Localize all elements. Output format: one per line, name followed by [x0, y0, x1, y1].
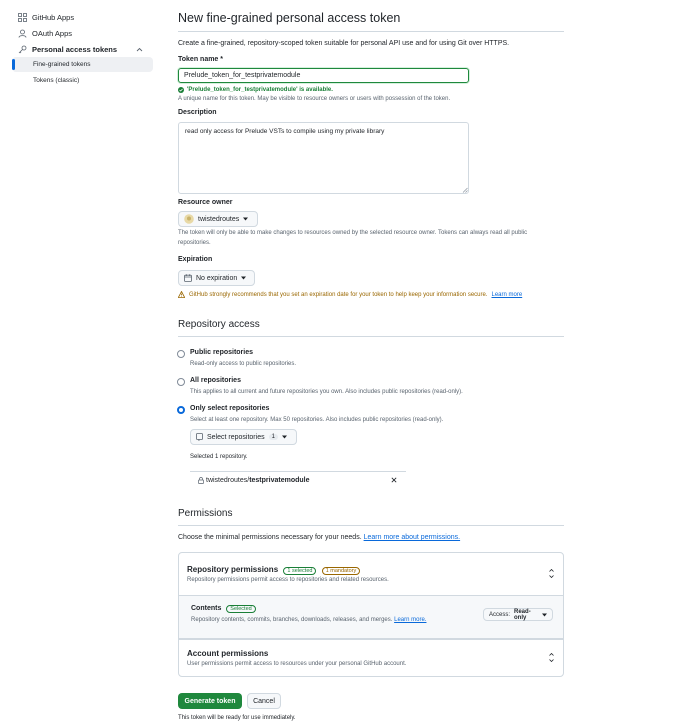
alert-icon	[178, 291, 185, 298]
contents-desc	[191, 617, 426, 623]
permissions-panel	[178, 552, 564, 677]
divider	[178, 336, 564, 337]
remove-repository-icon[interactable]	[391, 477, 397, 483]
triangle-down-icon	[241, 276, 246, 280]
settings-sidebar	[0, 0, 160, 726]
avatar	[184, 214, 194, 224]
permissions-intro	[178, 534, 460, 541]
unfold-icon[interactable]	[549, 653, 554, 662]
repository-access-heading: Repository access	[178, 319, 260, 330]
divider	[178, 525, 564, 526]
public-repositories-radio[interactable]	[177, 350, 185, 358]
page-title: New fine-grained personal access token	[178, 11, 401, 25]
sidebar-item-personal-access-tokens[interactable]	[18, 42, 155, 56]
public-repositories-desc: Read-only access to public repositories.	[190, 361, 297, 367]
cancel-button[interactable]: Cancel	[247, 693, 281, 709]
apps-grid-icon	[18, 13, 27, 22]
sidebar-item-fine-grained-tokens[interactable]	[12, 57, 153, 72]
all-repositories-radio[interactable]	[177, 378, 185, 386]
expiration-dropdown[interactable]	[178, 270, 255, 286]
unfold-icon[interactable]	[549, 569, 554, 578]
key-icon	[18, 45, 27, 54]
sidebar-item-label: Fine-grained tokens	[33, 61, 91, 68]
contents-title: Contents	[191, 605, 222, 612]
generate-token-button[interactable]: Generate token	[178, 693, 242, 709]
account-permissions-desc: User permissions permit access to resources under your personal GitHub account.	[187, 661, 407, 667]
divider	[178, 31, 564, 32]
sidebar-item-label: Personal access tokens	[32, 44, 118, 54]
public-repositories-label[interactable]: Public repositories	[190, 349, 254, 356]
sidebar-item-label: GitHub Apps	[32, 12, 75, 22]
repository-permissions-desc: Repository permissions permit access to repositories and related resources.	[187, 577, 389, 583]
lock-icon	[198, 477, 204, 484]
contents-learn-more-link[interactable]: Learn more.	[394, 617, 427, 623]
name-available-text: 'Prelude_token_for_testprivatemodule' is available.	[187, 87, 333, 93]
all-repositories-label[interactable]: All repositories	[190, 377, 241, 384]
person-icon	[18, 29, 27, 38]
expiration-warning	[178, 291, 522, 298]
only-select-repositories-radio[interactable]	[177, 406, 185, 414]
chevron-up-icon[interactable]	[136, 46, 143, 53]
permissions-intro-text: Choose the minimal permissions necessary for your needs.	[178, 534, 362, 541]
token-name-label: Token name *	[178, 56, 223, 63]
selected-repository-row	[190, 471, 406, 488]
expiration-label: Expiration	[178, 256, 213, 263]
sidebar-item-label: Tokens (classic)	[33, 77, 80, 84]
page-intro: Create a fine-grained, repository-scoped token suitable for personal API use and for using Git over HTTPS.	[178, 40, 510, 47]
repo-icon	[196, 433, 203, 441]
select-repositories-label: Select repositories	[207, 433, 265, 441]
ready-note: This token will be ready for use immediately.	[178, 715, 296, 721]
permissions-heading: Permissions	[178, 508, 233, 519]
mandatory-count-pill: 1 mandatory	[322, 567, 361, 575]
contents-permission-row	[179, 595, 563, 639]
triangle-down-icon	[282, 435, 287, 439]
resource-owner-dropdown[interactable]	[178, 211, 258, 227]
repository-name: testprivatemodule	[249, 476, 310, 484]
token-name-hint: A unique name for this token. May be visible to resource owners or users with possession of the token.	[178, 96, 451, 102]
token-name-input[interactable]: Prelude_token_for_testprivatemodule	[178, 68, 469, 83]
only-select-repositories-desc: Select at least one repository. Max 50 repositories. Also includes public repositories (read-only).	[190, 417, 444, 423]
access-level-dropdown[interactable]	[483, 608, 553, 621]
account-permissions-title[interactable]: Account permissions	[187, 649, 269, 658]
name-available-message	[178, 87, 333, 93]
contents-desc-text: Repository contents, commits, branches, downloads, releases, and merges.	[191, 617, 393, 623]
selected-count-pill: 1 selected	[283, 567, 316, 575]
calendar-icon	[184, 274, 192, 282]
select-repositories-dropdown[interactable]	[190, 429, 297, 445]
only-select-repositories-label[interactable]: Only select repositories	[190, 405, 270, 412]
access-label: Access:	[489, 611, 511, 618]
contents-selected-pill: Selected	[226, 605, 255, 613]
resource-owner-label: Resource owner	[178, 199, 233, 206]
sidebar-item-oauth-apps[interactable]	[18, 26, 72, 40]
triangle-down-icon	[542, 613, 547, 617]
resource-owner-value: twistedroutes	[198, 215, 240, 223]
repository-permissions-header[interactable]	[187, 565, 360, 575]
check-circle-icon	[178, 87, 184, 93]
access-value: Read-only	[514, 608, 531, 621]
selected-count-badge: 1	[269, 434, 278, 440]
triangle-down-icon	[243, 217, 248, 221]
expiration-value: No expiration	[196, 274, 238, 282]
sidebar-item-tokens-classic[interactable]	[26, 73, 79, 88]
repository-owner: twistedroutes/	[206, 476, 250, 484]
expiration-learn-more-link[interactable]: Learn more	[491, 291, 523, 298]
all-repositories-desc: This applies to all current and future repositories you own. Also includes public repositories (read-only).	[190, 389, 463, 395]
selected-repositories-count-text: Selected 1 repository.	[190, 454, 248, 460]
description-label: Description	[178, 109, 217, 116]
repository-permissions-title: Repository permissions	[187, 565, 279, 574]
sidebar-item-github-apps[interactable]	[18, 10, 74, 24]
sidebar-item-label: OAuth Apps	[32, 28, 73, 38]
learn-more-permissions-link[interactable]: Learn more about permissions.	[363, 534, 461, 541]
contents-title-row	[191, 605, 256, 613]
resource-owner-hint-1: The token will only be able to make changes to resources owned by the selected resource owner. Tokens can always read all public	[178, 230, 528, 236]
resource-owner-hint-2: repositories.	[178, 240, 211, 246]
description-textarea[interactable]: read only access for Prelude VSTs to compile using my private library	[178, 122, 469, 194]
resize-handle-icon[interactable]	[462, 187, 468, 193]
expiration-warning-text: GitHub strongly recommends that you set an expiration date for your token to help keep your information secure.	[189, 291, 488, 298]
